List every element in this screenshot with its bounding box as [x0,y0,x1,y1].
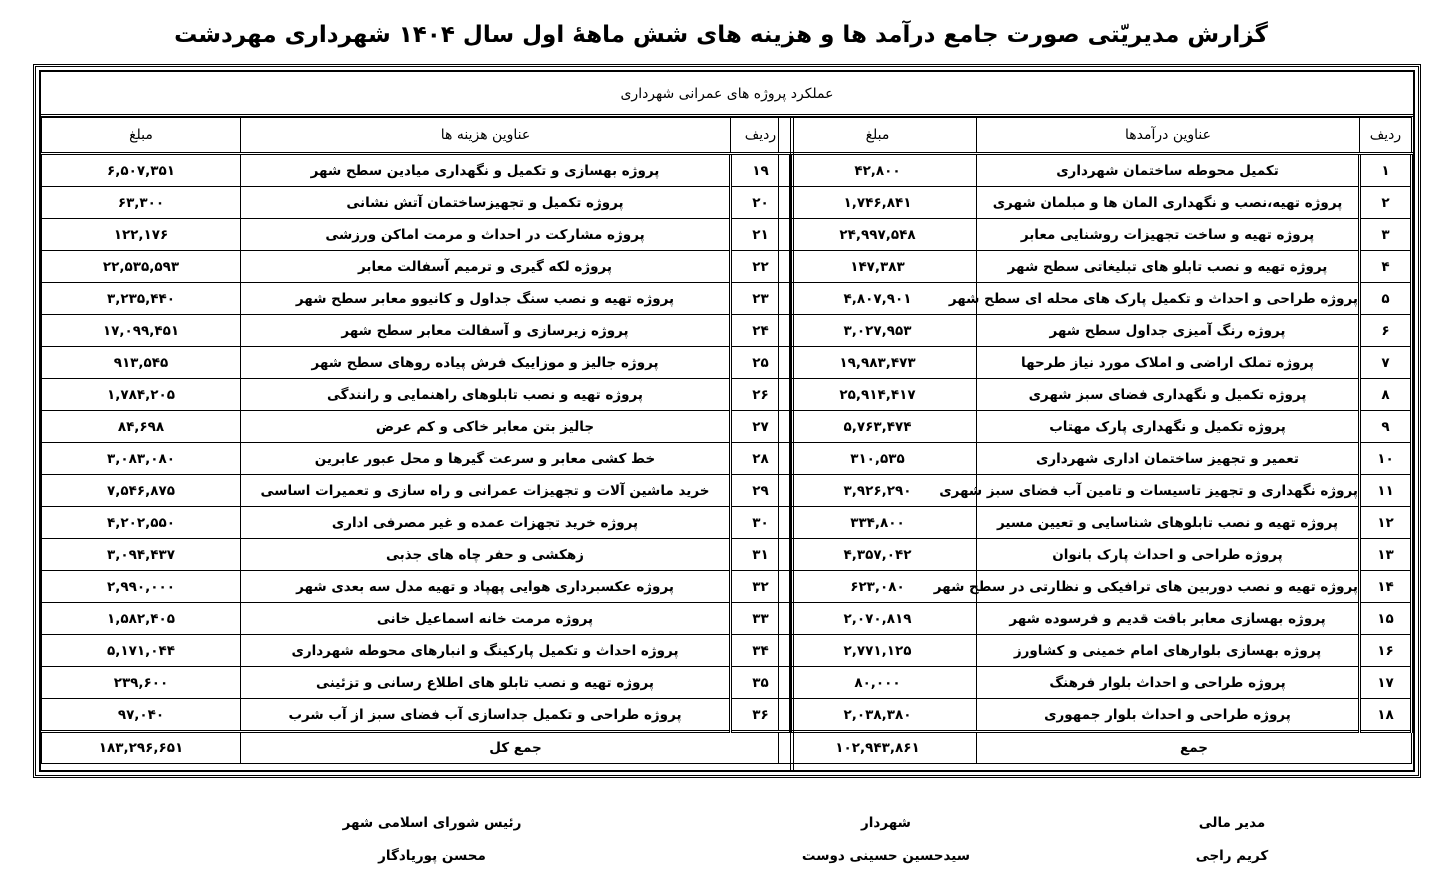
income-row-number: ۱۱ [1360,475,1412,507]
signature-role: رئیس شورای اسلامی شهر [342,815,522,831]
income-amount: ۲۴,۹۹۷,۵۴۸ [779,219,977,251]
income-project-title: پروژه طراحی و احداث و تکمیل پارک های محله ای سطح شهر [977,283,1360,315]
income-table-row [779,603,1412,635]
expense-project-title: پروژه جالیز و موزاییک فرش پیاده روهای سطح شهر [241,347,731,379]
expense-table-row [42,507,791,539]
income-project-title: پروژه بهسازی بلوارهای امام خمینی و کشاورز [977,635,1360,667]
signature-role: مدیر مالی [1198,815,1266,831]
expense-table-row [42,667,791,699]
income-amount: ۶۲۳,۰۸۰ [779,571,977,603]
expense-amount: ۹۷,۰۴۰ [42,699,241,732]
expense-row-number: ۳۱ [731,539,791,571]
income-table-row [779,283,1412,315]
income-table-row [779,219,1412,251]
income-table-row [779,635,1412,667]
income-amount: ۴,۸۰۷,۹۰۱ [779,283,977,315]
income-table [778,117,1413,764]
expense-table-row [42,154,791,187]
expense-table-row [42,347,791,379]
income-amount: ۳,۹۲۶,۲۹۰ [779,475,977,507]
expense-total-row [42,732,791,764]
expense-amount: ۱,۵۸۲,۴۰۵ [42,603,241,635]
report-table-container [39,70,1415,772]
report-title: گزارش مدیریّتی صورت جامع درآمد ها و هزینه های شش ماههٔ اول سال ۱۴۰۴ شهرداری مهردشت [174,22,1268,48]
income-row-number: ۱۰ [1360,443,1412,475]
expense-project-title: پروژه لکه گیری و ترمیم آسفالت معابر [241,251,731,283]
expense-header-row-number: ردیف [731,118,791,154]
expense-amount: ۴,۲۰۲,۵۵۰ [42,507,241,539]
income-row-number: ۹ [1360,411,1412,443]
expense-amount: ۱۷,۰۹۹,۴۵۱ [42,315,241,347]
expense-project-title: پروژه طراحی و تکمیل جداسازی آب فضای سبز از آب شرب [241,699,731,732]
expense-project-title: پروژه تکمیل و تجهیزساختمان آتش نشانی [241,187,731,219]
expense-project-title: پروژه زیرسازی و آسفالت معابر سطح شهر [241,315,731,347]
income-table-row [779,154,1412,187]
expense-amount: ۱,۷۸۴,۲۰۵ [42,379,241,411]
expense-table-row [42,315,791,347]
income-row-number: ۱۳ [1360,539,1412,571]
income-project-title: پروژه طراحی و احداث بلوار فرهنگ [977,667,1360,699]
income-row-number: ۱ [1360,154,1412,187]
income-amount: ۳,۰۲۷,۹۵۳ [779,315,977,347]
income-amount: ۲,۰۷۰,۸۱۹ [779,603,977,635]
income-row-number: ۱۶ [1360,635,1412,667]
expense-row-number: ۲۹ [731,475,791,507]
expense-amount: ۶۳,۳۰۰ [42,187,241,219]
expense-project-title: خط کشی معابر و سرعت گیرها و محل عبور عابرین [241,443,731,475]
income-project-title: پروژه تهیه،نصب و نگهداری المان ها و مبلمان شهری [977,187,1360,219]
expense-total-label: جمع کل [241,732,791,764]
expense-project-title: پروژه بهسازی و تکمیل و نگهداری میادین سطح شهر [241,154,731,187]
expense-project-title: پروژه مشارکت در احداث و مرمت اماکن ورزشی [241,219,731,251]
income-project-title: پروژه رنگ آمیزی جداول سطح شهر [977,315,1360,347]
income-header-title: عناوین درآمدها [977,118,1360,154]
income-amount: ۲,۰۳۸,۳۸۰ [779,699,977,732]
expense-table-row [42,251,791,283]
income-row-number: ۲ [1360,187,1412,219]
expense-table-row [42,443,791,475]
expense-row-number: ۲۲ [731,251,791,283]
expense-header-amount: مبلغ [42,118,241,154]
income-project-title: پروژه طراحی و احداث پارک بانوان [977,539,1360,571]
income-row-number: ۳ [1360,219,1412,251]
expense-row-number: ۳۲ [731,571,791,603]
income-project-title: پروژه تهیه و نصب دوربین های ترافیکی و نظارتی در سطح شهر [977,571,1360,603]
expense-project-title: خرید ماشین آلات و تجهیزات عمرانی و راه سازی و تعمیرات اساسی [241,475,731,507]
expense-amount: ۶,۵۰۷,۳۵۱ [42,154,241,187]
expense-row-number: ۲۱ [731,219,791,251]
income-row-number: ۱۸ [1360,699,1412,732]
expense-project-title: پروژه عکسبرداری هوایی پهپاد و تهیه مدل سه بعدی شهر [241,571,731,603]
signature-name: محسن پوریادگار [378,848,486,864]
income-row-number: ۱۲ [1360,507,1412,539]
signature-finance-manager [1102,815,1362,864]
expense-row-number: ۳۴ [731,635,791,667]
expense-row-number: ۲۵ [731,347,791,379]
income-header-row-number: ردیف [1360,118,1412,154]
expense-project-title: زهکشی و حفر چاه های جذبی [241,539,731,571]
expense-row-number: ۳۶ [731,699,791,732]
expense-row-number: ۲۰ [731,187,791,219]
expense-amount: ۷,۵۴۶,۸۷۵ [42,475,241,507]
expense-table-row [42,283,791,315]
income-table-row [779,251,1412,283]
income-row-number: ۴ [1360,251,1412,283]
expense-total-amount: ۱۸۳,۲۹۶,۶۵۱ [42,732,241,764]
expense-amount: ۵,۱۷۱,۰۴۴ [42,635,241,667]
income-amount: ۴۲,۸۰۰ [779,154,977,187]
expense-row-number: ۱۹ [731,154,791,187]
expense-row-number: ۲۸ [731,443,791,475]
expense-table-row [42,475,791,507]
income-amount: ۱,۷۴۶,۸۴۱ [779,187,977,219]
income-header-row [779,118,1412,154]
expense-amount: ۲,۹۹۰,۰۰۰ [42,571,241,603]
income-total-label: جمع [977,732,1412,764]
income-row-number: ۵ [1360,283,1412,315]
expense-row-number: ۳۰ [731,507,791,539]
income-project-title: پروژه تکمیل و نگهداری فضای سبز شهری [977,379,1360,411]
expense-project-title: پروژه تهیه و نصب سنگ جداول و کانیوو معابر سطح شهر [241,283,731,315]
expense-amount: ۲۲,۵۳۵,۵۹۳ [42,251,241,283]
signature-council-head [302,815,562,864]
expense-row-number: ۳۳ [731,603,791,635]
expense-table-row [42,603,791,635]
income-row-number: ۶ [1360,315,1412,347]
income-project-title: پروژه بهسازی معابر بافت قدیم و فرسوده شهر [977,603,1360,635]
income-row-number: ۷ [1360,347,1412,379]
signature-mayor [756,815,1016,864]
income-amount: ۳۱۰,۵۳۵ [779,443,977,475]
expense-amount: ۹۱۳,۵۴۵ [42,347,241,379]
expense-row-number: ۲۷ [731,411,791,443]
expense-amount: ۸۴,۶۹۸ [42,411,241,443]
income-total-row [779,732,1412,764]
income-project-title: پروژه تهیه و نصب تابلوهای شناسایی و تعیین مسیر [977,507,1360,539]
income-table-row [779,475,1412,507]
expense-table-row [42,571,791,603]
income-table-row [779,347,1412,379]
income-project-title: پروژه طراحی و احداث بلوار جمهوری [977,699,1360,732]
income-project-title: پروژه تملک اراضی و املاک مورد نیاز طرحها [977,347,1360,379]
expense-project-title: جالیز بتن معابر خاکی و کم عرض [241,411,731,443]
income-row-number: ۸ [1360,379,1412,411]
expense-project-title: پروژه تهیه و نصب تابلوهای راهنمایی و رانندگی [241,379,731,411]
income-total-amount: ۱۰۲,۹۴۳,۸۶۱ [779,732,977,764]
expense-table-row [42,379,791,411]
expense-table-row [42,187,791,219]
income-project-title: پروژه تهیه و نصب تابلو های تبلیغاتی سطح شهر [977,251,1360,283]
expense-header-title: عناوین هزینه ها [241,118,731,154]
expense-amount: ۳,۰۹۴,۴۳۷ [42,539,241,571]
income-table-row [779,667,1412,699]
income-project-title: پروژه تکمیل و نگهداری پارک مهتاب [977,411,1360,443]
income-row-number: ۱۴ [1360,571,1412,603]
section-title: عملکرد پروژه های عمرانی شهرداری [41,72,1413,117]
income-amount: ۳۳۴,۸۰۰ [779,507,977,539]
expense-table-row [42,699,791,732]
income-table-row [779,315,1412,347]
signature-name: سیدحسین حسینی دوست [801,848,971,864]
income-project-title: تکمیل محوطه ساختمان شهرداری [977,154,1360,187]
expense-table-row [42,635,791,667]
income-table-row [779,699,1412,732]
income-project-title: پروژه نگهداری و تجهیز تاسیسات و تامین آب فضای سبز شهری [977,475,1360,507]
expense-table-row [42,219,791,251]
expense-table-row [42,539,791,571]
signature-name: کریم راجی [1195,848,1269,864]
income-amount: ۴,۳۵۷,۰۴۲ [779,539,977,571]
expense-row-number: ۲۶ [731,379,791,411]
income-amount: ۵,۷۶۳,۴۷۴ [779,411,977,443]
income-project-title: پروژه تهیه و ساخت تجهیزات روشنایی معابر [977,219,1360,251]
income-table-row [779,379,1412,411]
income-amount: ۱۹,۹۸۳,۴۷۳ [779,347,977,379]
expense-amount: ۳,۲۳۵,۴۴۰ [42,283,241,315]
expense-header-row [42,118,791,154]
expense-project-title: پروژه تهیه و نصب تابلو های اطلاع رسانی و تزئینی [241,667,731,699]
income-amount: ۲,۷۷۱,۱۲۵ [779,635,977,667]
income-row-number: ۱۷ [1360,667,1412,699]
income-amount: ۸۰,۰۰۰ [779,667,977,699]
expense-row-number: ۲۳ [731,283,791,315]
income-table-row [779,443,1412,475]
income-table-row [779,411,1412,443]
income-table-row [779,187,1412,219]
income-project-title: تعمیر و تجهیز ساختمان اداری شهرداری [977,443,1360,475]
expense-amount: ۳,۰۸۳,۰۸۰ [42,443,241,475]
income-table-row [779,571,1412,603]
income-row-number: ۱۵ [1360,603,1412,635]
expense-row-number: ۳۵ [731,667,791,699]
expense-amount: ۲۳۹,۶۰۰ [42,667,241,699]
expense-project-title: پروژه احداث و تکمیل پارکینگ و انبارهای محوطه شهرداری [241,635,731,667]
income-table-row [779,539,1412,571]
income-header-amount: مبلغ [779,118,977,154]
income-table-row [779,507,1412,539]
report-frame [33,64,1421,778]
expense-table-row [42,411,791,443]
income-amount: ۲۵,۹۱۴,۴۱۷ [779,379,977,411]
expense-amount: ۱۲۲,۱۷۶ [42,219,241,251]
expense-project-title: پروژه خرید تجهزات عمده و غیر مصرفی اداری [241,507,731,539]
income-amount: ۱۴۷,۳۸۳ [779,251,977,283]
expense-row-number: ۲۴ [731,315,791,347]
expense-table [41,117,792,764]
expense-project-title: پروژه مرمت خانه اسماعیل خانی [241,603,731,635]
signature-role: شهردار [861,815,911,831]
